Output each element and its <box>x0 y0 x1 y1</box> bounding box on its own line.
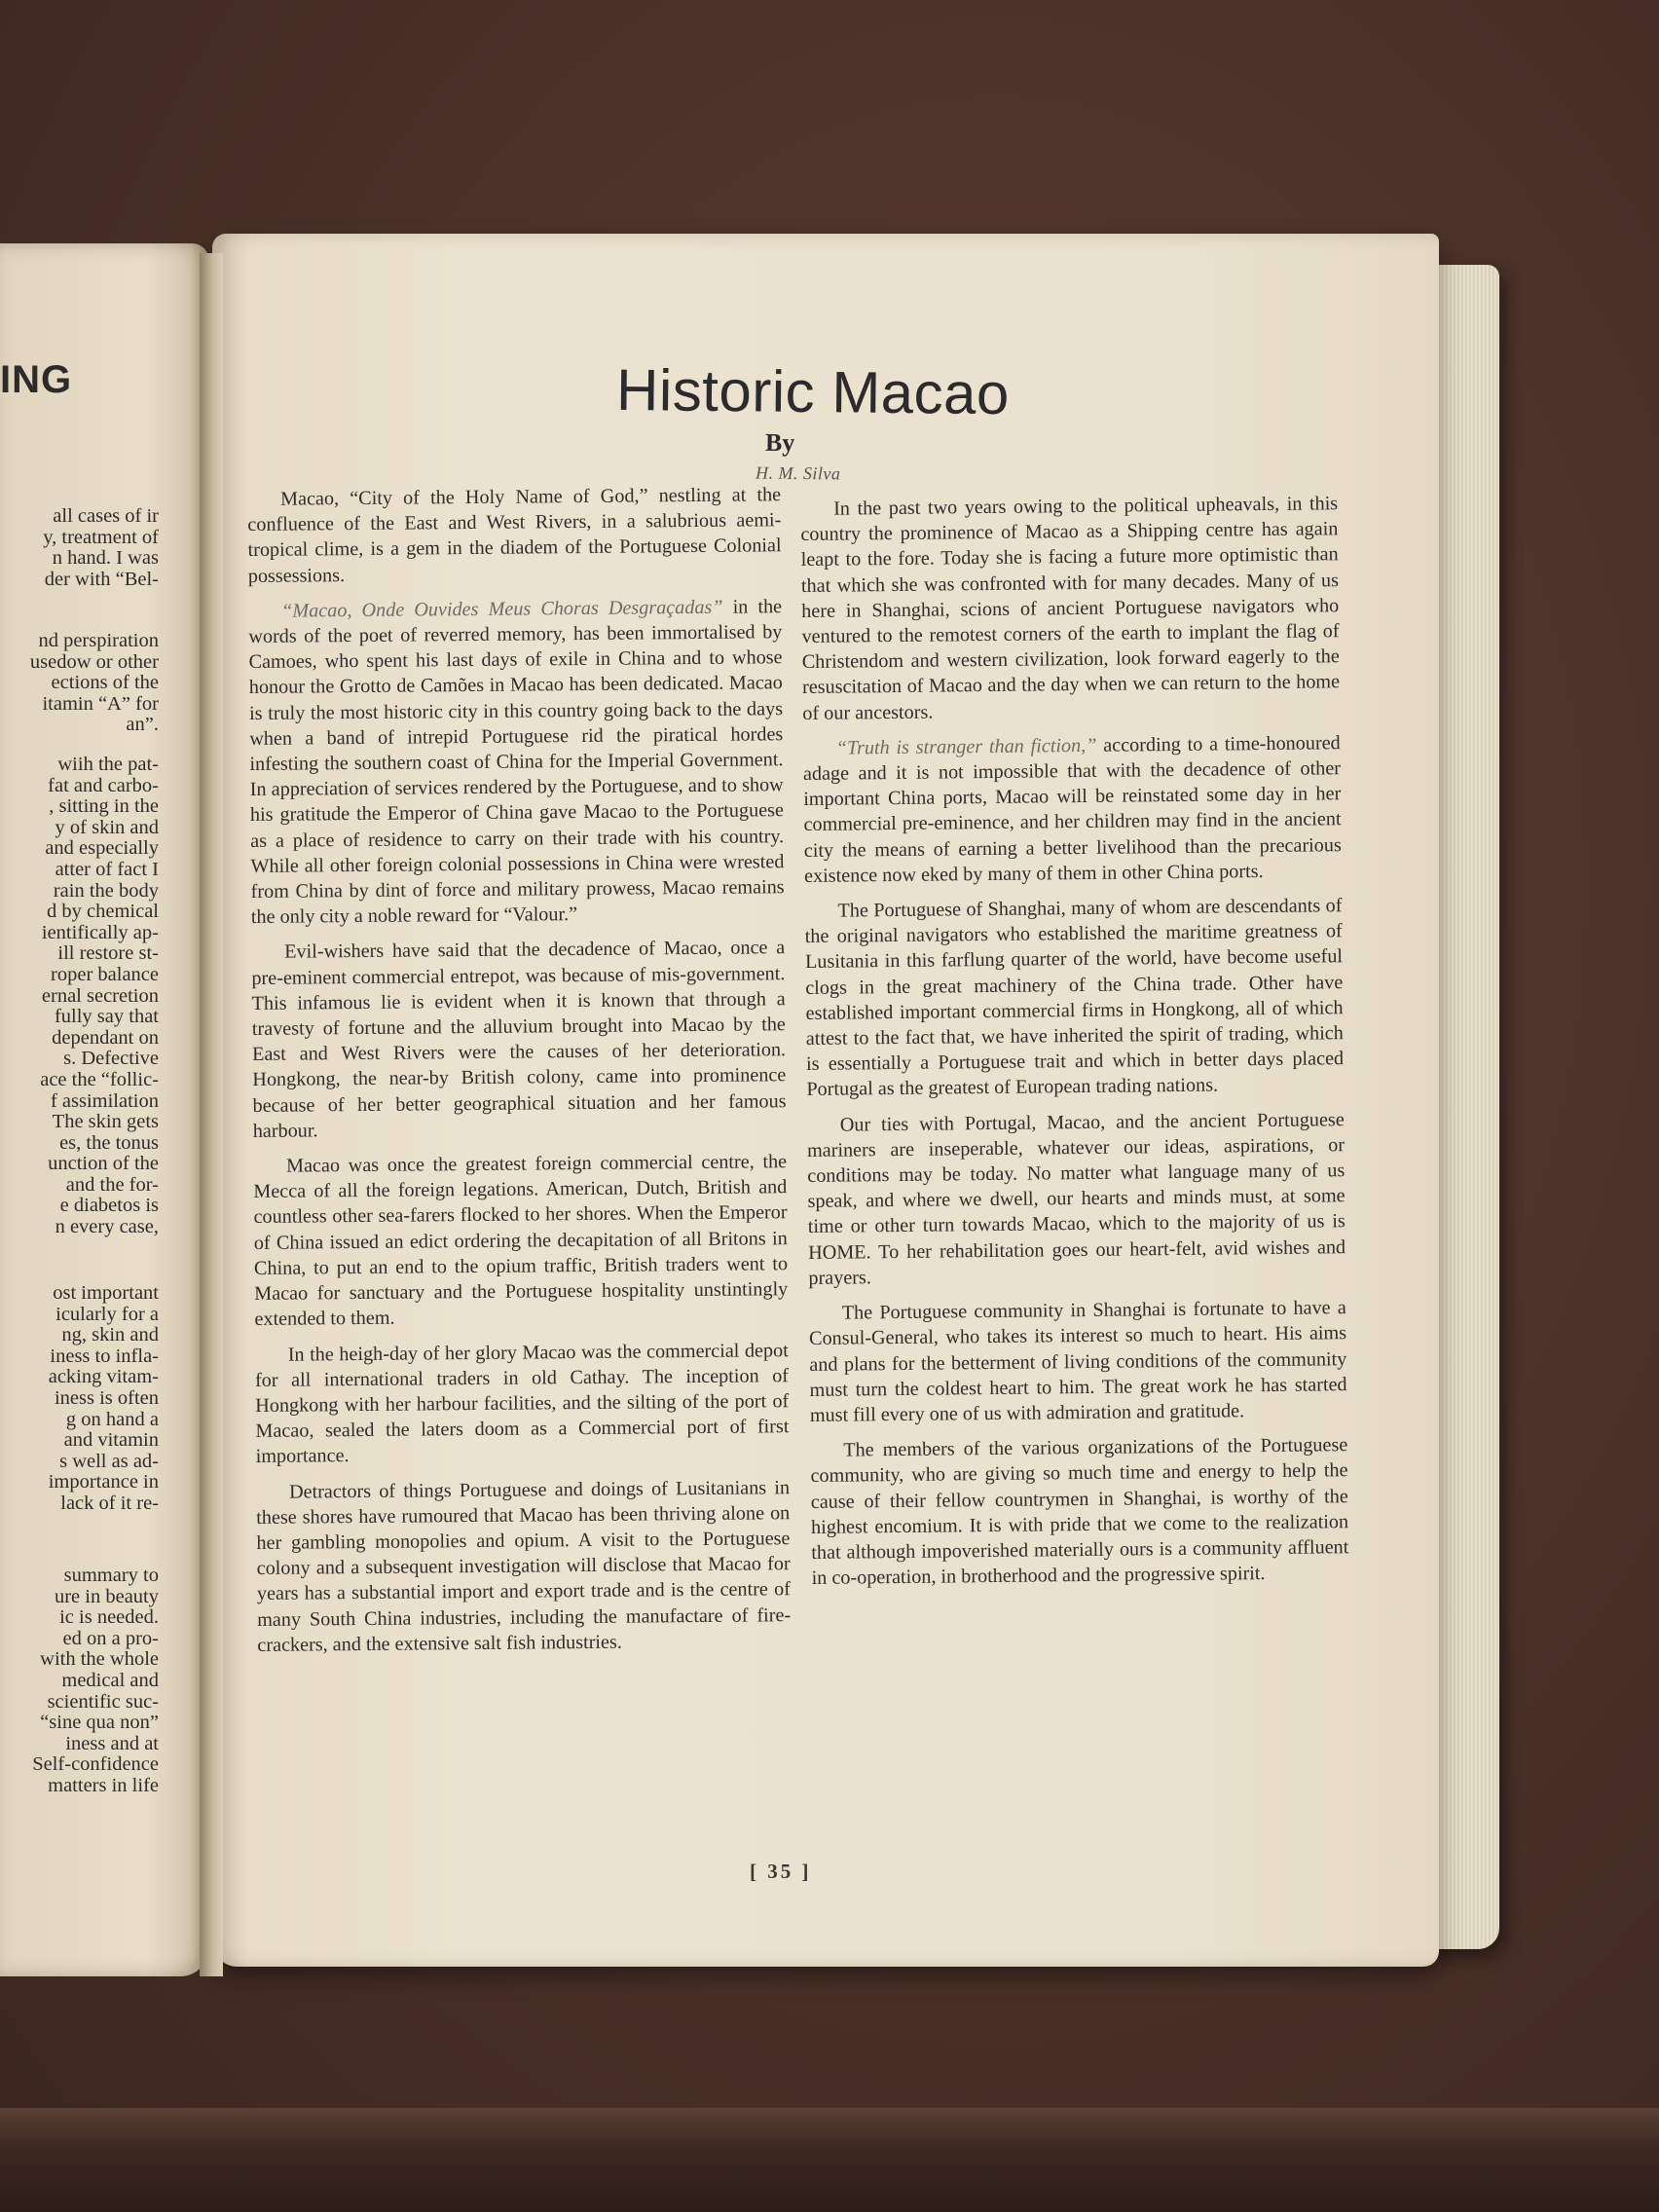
previous-page-line: es, the tonus <box>59 1131 159 1154</box>
previous-page-line: matters in life <box>48 1774 159 1796</box>
previous-page-line: with the whole <box>40 1648 159 1671</box>
previous-page-line: fat and carbo- <box>48 774 159 796</box>
article-title: Historic Macao <box>615 356 1011 427</box>
previous-page-fragment <box>32 1566 159 1797</box>
previous-page-fragment <box>49 1283 159 1515</box>
previous-page-line: ng, skin and <box>61 1324 159 1346</box>
paragraph-text: The Portuguese community in Shanghai is fortunate to have a Consul-General, who takes its interest so much to heart. His aims and plans for the betterment of living conditions of the community must turn the coldest heart to him. The great work he has started must fill every one of us with admiration and gratitude. <box>808 1297 1347 1426</box>
previous-page-line: Self-confidence <box>32 1753 159 1776</box>
previous-page-line: ientifically ap- <box>41 921 159 943</box>
previous-page-line: an”. <box>126 714 159 736</box>
table-surface <box>0 2108 1659 2212</box>
byline-label: By <box>764 427 795 458</box>
article-paragraph <box>248 594 785 930</box>
book-gutter <box>200 253 223 1976</box>
previous-page-line: icularly for a <box>55 1303 159 1325</box>
previous-page-line: roper balance <box>51 963 159 985</box>
quoted-phrase: “Macao, Onde Ouvides Meus Choras Desgraçadas” <box>281 596 723 622</box>
previous-page-line: ure in beauty <box>54 1585 159 1607</box>
paragraph-text: The Portuguese of Shanghai, many of whom are descendants of the original navigators who established the maritime greatness of Lusitania in this farflung quarter of the world, have become useful clogs in the great machinery of the China trade. Other have established important commercial firms in Hongkong, all of which attest to the fact that, we have inherited the spirit of trading, which is essentially a Portuguese trait and which in better days placed Portugal as the greatest of European trading nations. <box>804 895 1345 1101</box>
paragraph-text: Macao, “City of the Holy Name of God,” nestling at the confluence of the East and West Rivers, in a salubrious aemi-tropical clime, is a gem in the diadem of the Portuguese Colonial possessions. <box>247 484 782 587</box>
previous-page-line: ections of the <box>51 672 159 694</box>
previous-page-line: usedow or other <box>29 650 159 673</box>
article-left-column <box>247 482 792 1668</box>
previous-page-line: and the for- <box>65 1173 159 1196</box>
article-paragraph <box>253 1149 789 1332</box>
previous-page-line: nd perspiration <box>38 630 159 651</box>
quoted-phrase: “Truth is stranger than fiction,” <box>835 734 1097 759</box>
previous-page-line: medical and <box>61 1669 159 1691</box>
article-right-column <box>800 491 1349 1601</box>
previous-page-line: dependant on <box>52 1026 159 1049</box>
previous-page-line: summary to <box>63 1565 159 1586</box>
paragraph-text: in the words of the poet of reverred memory, has been immortalised by Camoes, who spent his last days of exile in China and to whose honour the Grotto de Camões in Macao has been dedicated. Macao is truly the most historic city in this country going back to the days when a band of intrepid Portuguese rid the piratical hordes infesting the southern coast of China for the Imperial Government. In appreciation of services rendered by the Portuguese, and to show his gratitude the Emperor of China gave Macao to the Portuguese as a place of residence to carry on their trade with his country. While all other foreign colonial possessions in China were wrested from China by dint of force and military prowess, Macao remains the only city a noble reward for “Valour.” <box>248 596 785 929</box>
paragraph-text: In the heigh-day of her glory Macao was the commercial depot for all international traders in old Cathay. The inception of Hongkong with her harbour facilities, and the silting of the port of Macao, sealed the laters doom as a Commercial port of first importance. <box>254 1339 790 1468</box>
page-number: [ 35 ] <box>750 1860 812 1883</box>
previous-page-line: all cases of ir <box>53 505 159 527</box>
paragraph-text: according to a time-honoured adage and it is not impossible that with the decadence of other important China ports, Macao will be reinstated some day in her commercial pre-eminence, and her children may find in the ancient city the means of earning a better livelihood than the precarious existence now eked by many of them in other China ports. <box>802 732 1342 887</box>
article-paragraph <box>810 1432 1349 1591</box>
previous-page-line: iness to infla- <box>50 1345 159 1367</box>
author-name: H. M. Silva <box>755 462 841 484</box>
previous-page-line: y, treatment of <box>43 526 159 548</box>
paragraph-text: Macao was once the greatest foreign commercial centre, the Mecca of all the foreign legations. American, Dutch, British and countless other sea-farers flocked to her shores. When the Emperor of China issued an edict ordering the decapitation of all Britons in China, to put an end to the opium traffic, British traders went to Macao for sanctuary and the Portuguese hospitality unstintingly extended to them. <box>253 1151 789 1331</box>
previous-page-fragment <box>43 506 159 590</box>
previous-page-line: lack of it re- <box>60 1492 159 1514</box>
paragraph-text: Our ties with Portugal, Macao, and the ancient Portuguese mariners are inseperable, whatever our ideas, aspirations, or conditions may be today. No matter what language many of us speak, and where we dwell, our hearts and minds must, at some time or other turn towards Macao, which to the majority of us is HOME. To her rehabilitation goes our heart-felt, avid wishes and prayers. <box>806 1108 1346 1289</box>
previous-page-line: iness and at <box>65 1732 159 1754</box>
paragraph-text: The members of the various organizations of the Portuguese community, who are giving so much time and energy to help the cause of their fellow countrymen in Shanghai, is worthy of the highest encomium. It is with pride that we come to the realization that although impoverished materially ours is a community affluent in co-operation, in brotherhood and the progressive spirit. <box>810 1434 1349 1590</box>
previous-page-line: unction of the <box>48 1153 159 1175</box>
previous-page-line: ernal secretion <box>41 984 159 1007</box>
previous-page-line: der with “Bel- <box>44 568 159 590</box>
paragraph-text: Evil-wishers have said that the decadence of Macao, once a pre-eminent commercial entrepot, was because of mis-government. This infamous lie is evident when it is known that through a travesty of fortune and the alluvium brought into Macao by the East and West Rivers were the causes of her deterioration. Hongkong, the near-by British colony, came into prominence because of her better geographical situation and her famous harbour. <box>251 937 787 1142</box>
article-paragraph <box>800 491 1340 726</box>
previous-page-line: y of skin and <box>55 816 159 838</box>
previous-page-line: acking vitam- <box>48 1366 159 1388</box>
paragraph-text: Detractors of things Portuguese and doings of Lusitanians in these shores have rumoured that Macao has been thriving alone on her gambling monopolies and opium. A visit to the Portuguese colony and a subsequent investigation will disclose that Macao for years has a substantial import and export trade and is the centre of many South China industries, including the manufactare of fire-crackers, and the extensive salt fish industries. <box>256 1476 792 1656</box>
previous-page-line: rain the body <box>53 879 159 902</box>
previous-page-heading-fragment: ING <box>0 358 73 401</box>
previous-page-line: “sine qua non” <box>40 1712 159 1734</box>
article-paragraph <box>247 482 782 589</box>
previous-page-line: The skin gets <box>52 1111 159 1133</box>
previous-page <box>0 243 209 1976</box>
previous-page-line: itamin “A” for <box>42 692 159 715</box>
previous-page-line: f assimilation <box>50 1089 159 1112</box>
article-paragraph <box>804 893 1344 1102</box>
article-paragraph <box>256 1475 792 1658</box>
previous-page-line: n every case, <box>55 1216 159 1238</box>
previous-page-line: scientific suc- <box>47 1690 159 1713</box>
previous-page-line: s well as ad- <box>59 1450 159 1472</box>
previous-page-line: fully say that <box>54 1006 159 1028</box>
article-paragraph <box>803 730 1343 889</box>
previous-page-line: d by chemical <box>47 901 159 923</box>
previous-page-line: e diabetos is <box>59 1195 159 1217</box>
paragraph-text: In the past two years owing to the political upheavals, in this country the prominence of Macao as a Shipping centre has again leapt to the fore. Today she is facing a future more optimistic than that which she was confronted with for many decades. Many of us here in Shanghai, scions of ancient Portuguese navigators who ventured to the remotest corners of the earth to implant the flag of Christendom and western civilization, look forward eagerly to the resuscitation of Macao and the day when we can return to the home of our ancestors. <box>800 493 1341 724</box>
previous-page-line: n hand. I was <box>52 547 159 570</box>
previous-page-line: and especially <box>45 837 159 860</box>
previous-page-line: ed on a pro- <box>62 1627 159 1649</box>
previous-page-line: ic is needed. <box>59 1606 159 1629</box>
previous-page-line: ill restore st- <box>57 942 159 965</box>
previous-page-line: and vitamin <box>63 1429 159 1452</box>
article-paragraph <box>807 1107 1346 1291</box>
article-paragraph <box>251 936 787 1144</box>
previous-page-line: wiih the pat- <box>57 754 159 775</box>
previous-page-line: importance in <box>48 1471 159 1493</box>
previous-page-line: atter of fact I <box>55 858 159 880</box>
previous-page-line: ace the “follic- <box>40 1068 159 1090</box>
previous-page-line: g on hand a <box>65 1408 159 1430</box>
previous-page-fragment <box>40 755 159 1238</box>
article-paragraph <box>809 1295 1347 1428</box>
previous-page-line: s. Defective <box>63 1048 159 1070</box>
previous-page-line: , sitting in the <box>49 795 159 818</box>
previous-page-line: iness is often <box>54 1386 159 1409</box>
previous-page-fragment <box>30 631 159 736</box>
article-paragraph <box>255 1338 790 1470</box>
previous-page-line: ost important <box>53 1282 159 1304</box>
